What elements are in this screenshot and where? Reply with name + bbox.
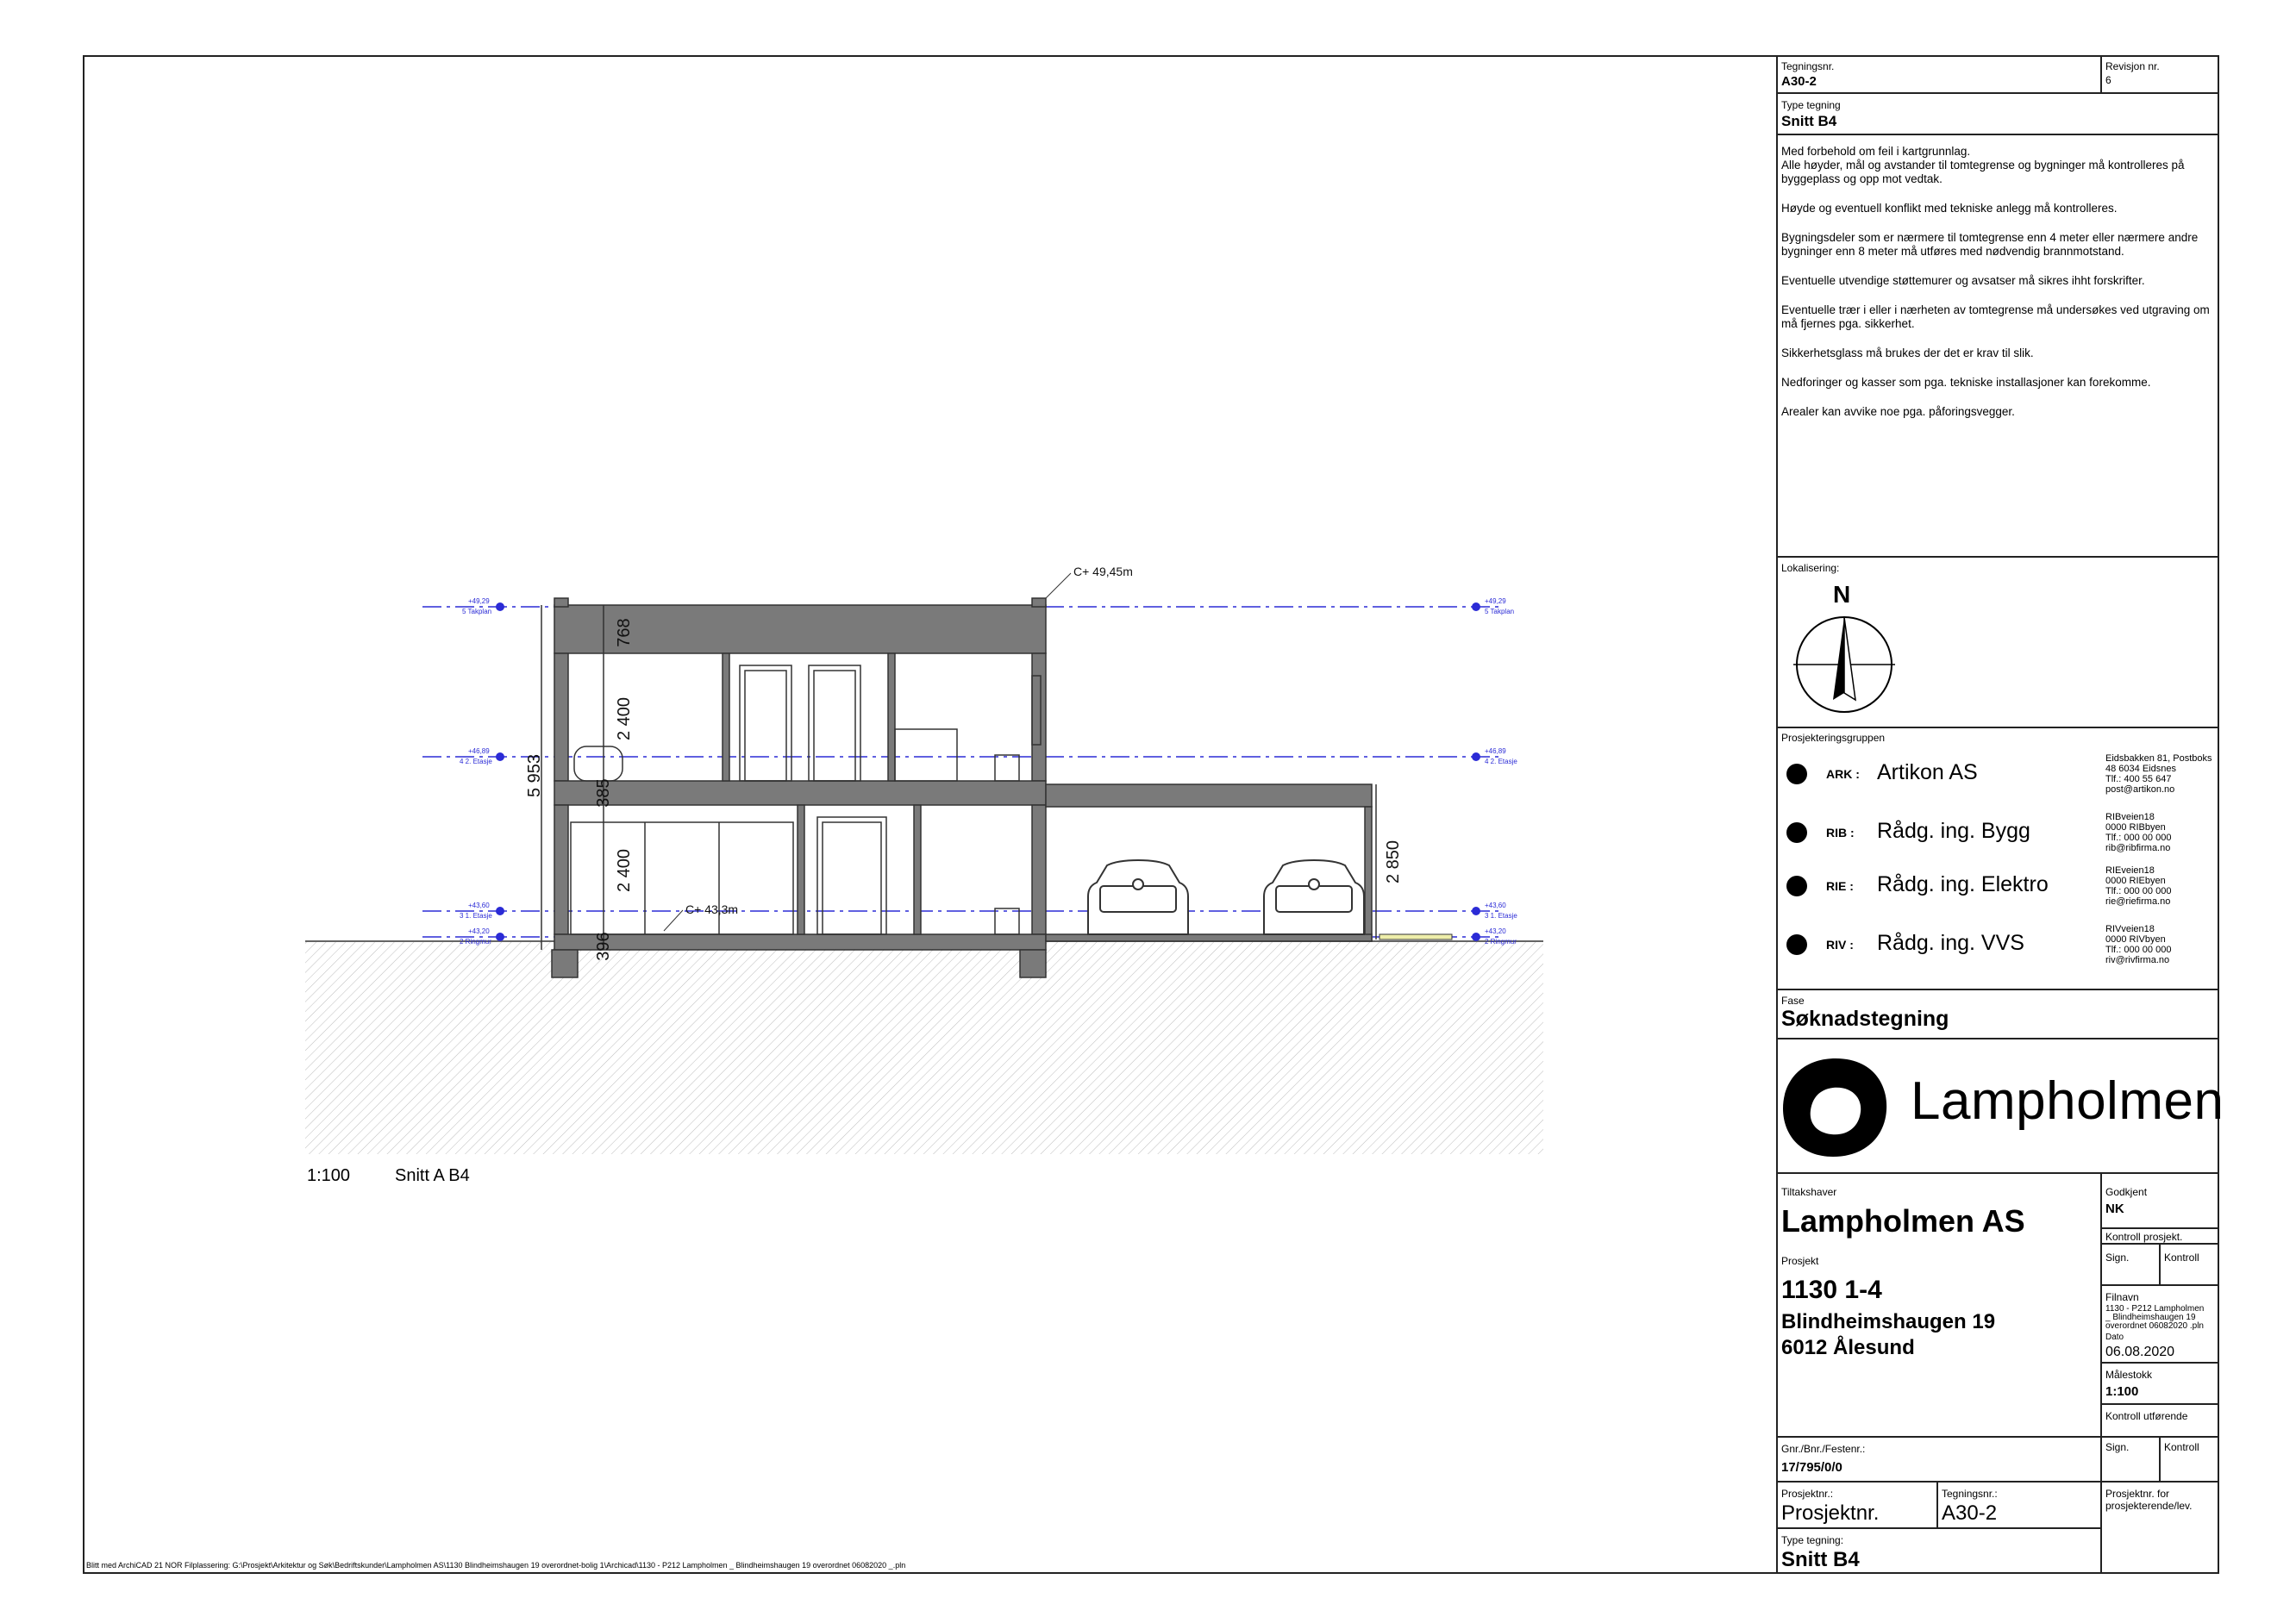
projno-for-label: Prosjektnr. for prosjekterende/lev. — [2105, 1488, 2193, 1512]
drawing-scale: 1:100 — [307, 1166, 351, 1185]
team-address: RIBveien18 0000 RIBbyen Tlf.: 000 00 000 rib@ribfirma.no — [2105, 812, 2172, 853]
lampholmen-logo — [1780, 1053, 1892, 1160]
mid-slab — [554, 781, 1046, 805]
note-4: Eventuelle utvendige støttemurer og avsatser må sikres ihht forskrifter. — [1781, 274, 2145, 287]
door-upper-2-inner — [814, 671, 855, 781]
team-member-ark — [1776, 750, 2219, 802]
level-name-right-roof: 5 Takplan — [1485, 608, 1515, 615]
bath-tub — [574, 746, 622, 781]
dimension-lines — [541, 605, 1376, 950]
dim-slab: 385 — [594, 778, 613, 808]
team-address: RIVveien18 0000 RIVbyen Tlf.: 000 00 000 riv@rivfirma.no — [2105, 924, 2172, 965]
interior-wall-c — [798, 805, 804, 934]
level-marker-right-ringmur — [1472, 933, 1480, 941]
tb-divider-sign-1 — [2159, 1243, 2161, 1286]
gnr-label: Gnr./Bnr./Festenr.: — [1781, 1443, 1866, 1455]
bathroom-fixture-upper — [995, 755, 1019, 781]
type-label: Type tegning — [1781, 99, 1841, 111]
dim-lower: 2 400 — [615, 848, 634, 893]
cars — [1088, 860, 1364, 934]
interior-wall-a — [723, 653, 729, 781]
note-3: Bygningsdeler som er nærmere til tomtegrense enn 4 meter eller nærmere andre bygninger enn 8 meter må utføres med nødvendig brannmotstand. — [1781, 231, 2199, 258]
parapet-left — [554, 598, 568, 607]
owner: Lampholmen AS — [1781, 1203, 2025, 1239]
team-member-rie — [1776, 862, 2219, 914]
team-name: Artikon AS — [1877, 760, 1978, 784]
level-value-left-floor1: +43,60 — [468, 902, 490, 909]
level-name-left-floor1: 3 1. Etasje — [460, 912, 492, 920]
team-code: RIE : — [1826, 879, 1854, 893]
north-letter: N — [1833, 581, 1851, 608]
team-address: RIEveien18 0000 RIEbyen Tlf.: 000 00 000 rie@riefirma.no — [2105, 865, 2172, 907]
level-value-right-floor1: +43,60 — [1485, 902, 1506, 909]
note-8: Arealer kan avvike noe pga. påforingsvegger. — [1781, 405, 2015, 418]
project-address-2: 6012 Ålesund — [1781, 1336, 1915, 1359]
parapet-right — [1032, 598, 1046, 607]
team-member-riv — [1776, 921, 2219, 972]
filename-label: Filnavn — [2105, 1291, 2139, 1303]
team-code: RIB : — [1826, 826, 1855, 840]
owner-label: Tiltakshaver — [1781, 1186, 1837, 1198]
filename: 1130 - P212 Lampholmen _ Blindheimshaugen 19 overordnet 06082020 .pln — [2105, 1304, 2205, 1331]
tb-row-type — [1776, 94, 2219, 135]
file-path-footer: Blitt med ArchiCAD 21 NOR Filplassering: G:\Prosjekt\Arkitektur og Søk\Bedriftskunder\Lampholmen AS\1130 Blindheimshaugen 19 overordnet-bolig 1\Archicad\1130 - P212 Lampholmen _ Blindheimshaugen 19 overordnet 06082020 _.pln — [86, 1561, 906, 1570]
type2: Snitt B4 — [1781, 1548, 1860, 1571]
sign-label-2: Sign. — [2105, 1441, 2130, 1453]
bathroom-fixture-lower — [995, 908, 1019, 934]
team-code: ARK : — [1826, 767, 1860, 781]
projno-label: Prosjektnr.: — [1781, 1488, 1834, 1500]
ground-hatch — [305, 941, 1543, 1154]
project-label: Prosjekt — [1781, 1255, 1819, 1267]
level-name-right-ringmur: 2 Ringmur — [1485, 938, 1517, 946]
level-name-right-floor1: 3 1. Etasje — [1485, 912, 1517, 920]
level-marker-right-floor2 — [1472, 752, 1480, 761]
drawing-view-title: Snitt A B4 — [395, 1166, 470, 1185]
team-address: Eidsbakken 81, Postboks 48 6034 Eidsnes Tlf.: 400 55 647 post@artikon.no — [2105, 753, 2212, 795]
date-label: Dato — [2105, 1333, 2124, 1342]
level-marker-left-roof — [496, 602, 504, 611]
dim-total: 5 953 — [525, 753, 544, 798]
car-1 — [1088, 860, 1188, 934]
car-2 — [1264, 860, 1364, 934]
drawing-no-label: Tegningsnr. — [1781, 60, 1835, 72]
level-value-right-ringmur: +43,20 — [1485, 927, 1506, 935]
drawing-no: A30-2 — [1781, 74, 1817, 89]
sign-label-1: Sign. — [2105, 1252, 2130, 1264]
level-value-right-roof: +49,29 — [1485, 597, 1506, 605]
elevation-bottom: C+ 43,3m — [685, 902, 739, 916]
phase-label: Fase — [1781, 995, 1805, 1007]
bullet-icon — [1786, 764, 1807, 784]
dim-roof: 768 — [615, 618, 634, 647]
projno: Prosjektnr. — [1781, 1501, 1880, 1525]
level-marker-left-floor1 — [496, 907, 504, 915]
door-lower — [817, 817, 886, 934]
project-no: 1130 1-4 — [1781, 1276, 1882, 1304]
wall-left-upper — [554, 653, 568, 781]
elev-bottom-leader — [664, 910, 683, 931]
level-name-left-ringmur: 2 Ringmur — [460, 938, 491, 946]
level-marker-left-ringmur — [496, 933, 504, 941]
wall-right-upper — [1032, 653, 1046, 781]
carport-post — [1365, 807, 1372, 940]
tb-scale-row — [2100, 1364, 2219, 1405]
level-name-left-roof: 5 Takplan — [462, 608, 492, 615]
dim-upper: 2 400 — [615, 696, 634, 741]
interior-wall-b — [888, 653, 895, 781]
team-name: Rådg. ing. Bygg — [1877, 819, 2030, 843]
foundation-left — [552, 950, 578, 977]
revision: 6 — [2105, 74, 2111, 86]
note-6: Sikkerhetsglass må brukes der det er krav til slik. — [1781, 346, 2034, 359]
control-label-1: Kontroll — [2164, 1252, 2199, 1264]
kitchen-cabinet — [895, 729, 957, 781]
tb-right-sign-bottom — [2100, 1438, 2219, 1483]
approved-label: Godkjent — [2105, 1186, 2148, 1198]
elev-top-leader — [1046, 573, 1071, 598]
level-marker-right-floor1 — [1472, 907, 1480, 915]
note-5: Eventuelle trær i eller i nærheten av tomtegrense må undersøkes ved utgraving om må fjernes pga. sikkerhet. — [1781, 303, 2210, 330]
wall-left-lower — [554, 805, 568, 934]
foundation-right — [1020, 950, 1046, 977]
carport-roof — [1046, 784, 1372, 807]
control-label-2: Kontroll — [2164, 1441, 2199, 1453]
north-arrow-icon — [1793, 614, 1895, 715]
gnr: 17/795/0/0 — [1781, 1460, 1842, 1475]
scale: 1:100 — [2105, 1384, 2139, 1399]
level-value-left-floor2: +46,89 — [468, 747, 490, 755]
dim-ringmur: 396 — [594, 932, 613, 961]
locator-label: Lokalisering: — [1781, 562, 1840, 574]
note-2: Høyde og eventuell konflikt med tekniske anlegg må kontrolleres. — [1781, 202, 2118, 215]
notes — [1781, 145, 2212, 434]
wall-right-lower — [1032, 805, 1046, 934]
level-marker-left-floor2 — [496, 752, 504, 761]
tb-divider-revision — [2100, 55, 2102, 94]
tb-divider-projno — [1936, 1483, 1938, 1529]
bullet-icon — [1786, 876, 1807, 896]
approved: NK — [2105, 1202, 2124, 1216]
date: 06.08.2020 — [2105, 1345, 2175, 1359]
drawing-type: Snitt B4 — [1781, 113, 1837, 129]
phase: Søknadstegning — [1781, 1007, 1949, 1031]
level-name-right-floor2: 4 2. Etasje — [1485, 758, 1517, 765]
level-name-left-floor2: 4 2. Etasje — [460, 758, 492, 765]
door-lower-inner — [823, 822, 881, 934]
bullet-icon — [1786, 934, 1807, 955]
team-name: Rådg. ing. VVS — [1877, 931, 2024, 955]
level-marker-right-roof — [1472, 602, 1480, 611]
ground-slab — [554, 934, 1046, 950]
level-value-left-roof: +49,29 — [468, 597, 490, 605]
door-upper-2 — [809, 665, 860, 781]
team-label: Prosjekteringsgruppen — [1781, 732, 1886, 744]
control-project-label: Kontroll prosjekt. — [2105, 1231, 2183, 1243]
door-upper-1 — [740, 665, 791, 781]
level-value-right-floor2: +46,89 — [1485, 747, 1506, 755]
level-value-left-ringmur: +43,20 — [468, 927, 490, 935]
team-member-rib — [1776, 808, 2219, 860]
elevation-top: C+ 49,45m — [1073, 565, 1133, 578]
control-exec-label: Kontroll utførende — [2105, 1410, 2188, 1422]
tb-date-row — [2100, 1326, 2219, 1364]
dim-carport: 2 850 — [1384, 840, 1403, 884]
bullet-icon — [1786, 822, 1807, 843]
note-1: Med forbehold om feil i kartgrunnlag. Alle høyder, mål og avstander til tomtegrense og bygninger må kontrolleres på byggeplass og opp mot vedtak. — [1781, 145, 2185, 185]
type2-label: Type tegning: — [1781, 1534, 1844, 1546]
scale-label: Målestokk — [2105, 1369, 2153, 1381]
interior-wall-d — [914, 805, 921, 934]
door-upper-1-inner — [745, 671, 786, 781]
project-address-1: Blindheimshaugen 19 — [1781, 1310, 1996, 1333]
team-name: Rådg. ing. Elektro — [1877, 872, 2049, 896]
revision-label: Revisjon nr. — [2105, 60, 2160, 72]
team-code: RIV : — [1826, 938, 1854, 952]
drawno: A30-2 — [1942, 1501, 1998, 1525]
logo-text: Lampholmen — [1911, 1071, 2224, 1131]
house-structure — [552, 598, 1372, 977]
carport-slab — [1046, 934, 1372, 941]
terrace-step — [1379, 934, 1452, 939]
drawno-label: Tegningsnr.: — [1942, 1488, 1998, 1500]
note-7: Nedforinger og kasser som pga. tekniske installasjoner kan forekomme. — [1781, 376, 2151, 389]
